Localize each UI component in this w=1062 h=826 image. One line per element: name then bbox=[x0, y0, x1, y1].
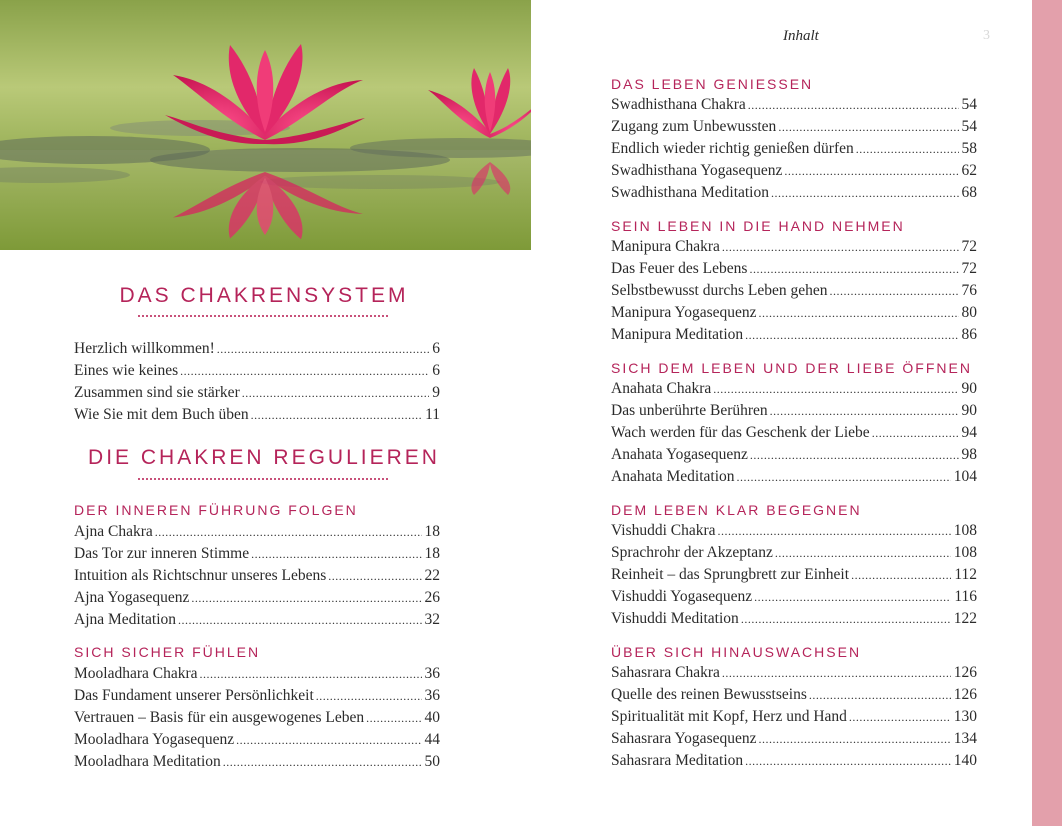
toc-leader bbox=[191, 587, 421, 609]
toc-entry-page: 18 bbox=[424, 545, 440, 562]
toc-entry-title: Vertrauen – Basis für ein ausgewogenes Leben bbox=[74, 709, 365, 726]
toc-leader bbox=[251, 543, 421, 565]
toc-entry-page: 108 bbox=[953, 522, 977, 539]
toc-entry-page: 50 bbox=[424, 753, 440, 770]
toc-entry-page: 122 bbox=[953, 610, 977, 627]
toc-entry-title: Ajna Yogasequenz bbox=[74, 589, 190, 606]
toc-entry-title: Anahata Chakra bbox=[611, 380, 712, 397]
toc-entry-page: 72 bbox=[961, 238, 977, 255]
toc-entry-title: Sahasrara Yogasequenz bbox=[611, 730, 757, 747]
toc-entry-page: 116 bbox=[954, 588, 977, 605]
toc-entry[interactable] bbox=[611, 378, 977, 400]
toc-entry[interactable] bbox=[74, 729, 440, 751]
toc-entry[interactable] bbox=[611, 608, 977, 630]
toc-leader bbox=[748, 94, 959, 116]
toc-entry[interactable] bbox=[74, 587, 440, 609]
toc-entry[interactable] bbox=[74, 360, 440, 382]
toc-entry-title: Eines wie keines bbox=[74, 362, 179, 379]
toc-leader bbox=[849, 706, 951, 728]
toc-entry-page: 36 bbox=[424, 687, 440, 704]
toc-entry-title: Das Tor zur inneren Stimme bbox=[74, 545, 250, 562]
toc-entry-title: Zusammen sind sie stärker bbox=[74, 384, 240, 401]
toc-entry[interactable] bbox=[74, 543, 440, 565]
toc-leader bbox=[759, 302, 959, 324]
subsection-title: DEM LEBEN KLAR BEGEGNEN bbox=[611, 502, 862, 518]
toc-entry-page: 90 bbox=[961, 380, 977, 397]
page-edge-strip bbox=[1032, 0, 1062, 826]
toc-entry-page: 36 bbox=[424, 665, 440, 682]
toc-leader bbox=[236, 729, 421, 751]
toc-entry[interactable] bbox=[611, 422, 977, 444]
toc-entry-page: 44 bbox=[424, 731, 440, 748]
heading-divider bbox=[138, 315, 388, 317]
toc-entry[interactable] bbox=[611, 662, 977, 684]
toc-entry[interactable] bbox=[611, 302, 977, 324]
toc-leader bbox=[784, 160, 958, 182]
toc-entry[interactable] bbox=[611, 728, 977, 750]
toc-leader bbox=[809, 684, 951, 706]
toc-entry-title: Anahata Yogasequenz bbox=[611, 446, 748, 463]
toc-leader bbox=[856, 138, 959, 160]
toc-entry-title: Manipura Yogasequenz bbox=[611, 304, 757, 321]
toc-entry[interactable] bbox=[611, 116, 977, 138]
toc-entry-title: Wie Sie mit dem Buch üben bbox=[74, 406, 249, 423]
toc-entry-title: Herzlich willkommen! bbox=[74, 340, 215, 357]
toc-leader bbox=[251, 404, 422, 426]
toc-entry-page: 130 bbox=[953, 708, 977, 725]
toc-entry[interactable] bbox=[74, 751, 440, 773]
toc-entry[interactable] bbox=[74, 685, 440, 707]
toc-entry-title: Intuition als Richtschnur unseres Lebens bbox=[74, 567, 327, 584]
toc-entry[interactable] bbox=[611, 542, 977, 564]
toc-entry[interactable] bbox=[611, 564, 977, 586]
toc-leader bbox=[722, 236, 959, 258]
toc-entry-page: 54 bbox=[961, 118, 977, 135]
section-heading-chakren-regulieren: DIE CHAKREN REGULIEREN bbox=[88, 446, 440, 469]
toc-leader bbox=[830, 280, 959, 302]
toc-entry-page: 140 bbox=[953, 752, 977, 769]
water-lily-photo bbox=[0, 0, 531, 250]
toc-entry[interactable] bbox=[74, 663, 440, 685]
toc-entry-page: 62 bbox=[961, 162, 977, 179]
toc-leader bbox=[775, 542, 951, 564]
toc-entry-title: Das Fundament unserer Persönlichkeit bbox=[74, 687, 314, 704]
toc-leader bbox=[316, 685, 422, 707]
toc-entry-title: Spiritualität mit Kopf, Herz und Hand bbox=[611, 708, 847, 725]
toc-entry-title: Anahata Meditation bbox=[611, 468, 735, 485]
toc-entry-title: Selbstbewusst durchs Leben gehen bbox=[611, 282, 828, 299]
toc-leader bbox=[217, 338, 430, 360]
toc-entry-title: Reinheit – das Sprungbrett zur Einheit bbox=[611, 566, 850, 583]
toc-entry[interactable] bbox=[611, 182, 977, 204]
page-number: 3 bbox=[983, 28, 990, 43]
toc-entry-title: Swadhisthana Chakra bbox=[611, 96, 746, 113]
toc-entry-title: Manipura Meditation bbox=[611, 326, 744, 343]
toc-leader bbox=[851, 564, 951, 586]
toc-entry-title: Swadhisthana Meditation bbox=[611, 184, 769, 201]
toc-leader bbox=[242, 382, 430, 404]
toc-entry-title: Ajna Meditation bbox=[74, 611, 177, 628]
toc-entry-page: 76 bbox=[961, 282, 977, 299]
subsection-title: SICH DEM LEBEN UND DER LIEBE ÖFFNEN bbox=[611, 360, 972, 376]
toc-leader bbox=[771, 182, 959, 204]
toc-entry-title: Zugang zum Unbewussten bbox=[611, 118, 777, 135]
toc-leader bbox=[200, 663, 422, 685]
toc-leader bbox=[759, 728, 951, 750]
toc-entry[interactable] bbox=[611, 520, 977, 542]
toc-leader bbox=[223, 751, 422, 773]
subsection-title: SEIN LEBEN IN DIE HAND NEHMEN bbox=[611, 218, 905, 234]
toc-entry-title: Sprachrohr der Akzeptanz bbox=[611, 544, 773, 561]
toc-entry-page: 6 bbox=[432, 340, 440, 357]
toc-entry[interactable] bbox=[611, 400, 977, 422]
toc-leader bbox=[754, 586, 951, 608]
toc-entry[interactable] bbox=[611, 324, 977, 346]
toc-entry-page: 80 bbox=[961, 304, 977, 321]
toc-entry[interactable] bbox=[74, 609, 440, 631]
toc-entry-page: 90 bbox=[961, 402, 977, 419]
toc-entry-title: Vishuddi Yogasequenz bbox=[611, 588, 753, 605]
toc-entry[interactable] bbox=[74, 521, 440, 543]
toc-entry-title: Vishuddi Meditation bbox=[611, 610, 739, 627]
toc-leader bbox=[155, 521, 422, 543]
toc-leader bbox=[749, 258, 958, 280]
toc-entry-title: Das unberührte Berühren bbox=[611, 402, 768, 419]
toc-leader bbox=[713, 378, 958, 400]
toc-entry-page: 11 bbox=[425, 406, 440, 423]
toc-leader bbox=[737, 466, 951, 488]
toc-leader bbox=[872, 422, 959, 444]
toc-entry-page: 126 bbox=[953, 686, 977, 703]
section-heading-chakrensystem: DAS CHAKRENSYSTEM bbox=[119, 284, 409, 307]
subsection-title: SICH SICHER FÜHLEN bbox=[74, 644, 261, 660]
toc-leader bbox=[778, 116, 958, 138]
toc-entry-page: 134 bbox=[953, 730, 977, 747]
toc-leader bbox=[178, 609, 421, 631]
toc-entry-page: 108 bbox=[953, 544, 977, 561]
heading-divider bbox=[138, 478, 388, 480]
toc-entry[interactable] bbox=[611, 160, 977, 182]
toc-entry-title: Mooladhara Meditation bbox=[74, 753, 221, 770]
toc-leader bbox=[741, 608, 951, 630]
toc-entry-title: Mooladhara Chakra bbox=[74, 665, 198, 682]
toc-entry[interactable] bbox=[611, 236, 977, 258]
toc-leader bbox=[745, 750, 951, 772]
toc-entry-title: Ajna Chakra bbox=[74, 523, 153, 540]
toc-entry-title: Vishuddi Chakra bbox=[611, 522, 716, 539]
toc-entry[interactable] bbox=[611, 280, 977, 302]
toc-entry-title: Das Feuer des Lebens bbox=[611, 260, 748, 277]
toc-entry[interactable] bbox=[74, 382, 440, 404]
toc-entry-page: 6 bbox=[432, 362, 440, 379]
toc-entry-title: Sahasrara Chakra bbox=[611, 664, 720, 681]
toc-entry[interactable] bbox=[611, 684, 977, 706]
toc-entry-title: Mooladhara Yogasequenz bbox=[74, 731, 235, 748]
toc-entry-page: 58 bbox=[961, 140, 977, 157]
toc-entry-page: 126 bbox=[953, 664, 977, 681]
toc-entry-page: 40 bbox=[424, 709, 440, 726]
toc-entry-page: 9 bbox=[432, 384, 440, 401]
toc-entry-page: 72 bbox=[961, 260, 977, 277]
toc-leader bbox=[718, 520, 951, 542]
toc-entry[interactable] bbox=[74, 404, 440, 426]
toc-entry[interactable] bbox=[611, 466, 977, 488]
toc-entry-page: 94 bbox=[961, 424, 977, 441]
toc-leader bbox=[180, 360, 429, 382]
toc-entry-title: Sahasrara Meditation bbox=[611, 752, 744, 769]
toc-entry[interactable] bbox=[611, 138, 977, 160]
toc-leader bbox=[366, 707, 421, 729]
toc-leader bbox=[770, 400, 959, 422]
toc-entry-page: 26 bbox=[424, 589, 440, 606]
toc-entry-page: 54 bbox=[961, 96, 977, 113]
toc-entry[interactable] bbox=[74, 565, 440, 587]
toc-entry[interactable] bbox=[611, 258, 977, 280]
toc-entry[interactable] bbox=[611, 444, 977, 466]
toc-leader bbox=[722, 662, 951, 684]
toc-entry-page: 112 bbox=[954, 566, 977, 583]
toc-leader bbox=[750, 444, 959, 466]
toc-entry-page: 32 bbox=[424, 611, 440, 628]
toc-entry-title: Manipura Chakra bbox=[611, 238, 720, 255]
toc-entry-page: 98 bbox=[961, 446, 977, 463]
toc-entry[interactable] bbox=[611, 586, 977, 608]
toc-entry-title: Wach werden für das Geschenk der Liebe bbox=[611, 424, 870, 441]
toc-entry-title: Swadhisthana Yogasequenz bbox=[611, 162, 783, 179]
toc-leader bbox=[328, 565, 421, 587]
toc-entry[interactable] bbox=[611, 750, 977, 772]
toc-entry-title: Endlich wieder richtig genießen dürfen bbox=[611, 140, 854, 157]
subsection-title: ÜBER SICH HINAUSWACHSEN bbox=[611, 644, 862, 660]
toc-entry[interactable] bbox=[611, 94, 977, 116]
toc-entry-page: 68 bbox=[961, 184, 977, 201]
toc-entry-page: 86 bbox=[961, 326, 977, 343]
toc-entry-page: 104 bbox=[953, 468, 977, 485]
toc-entry[interactable] bbox=[74, 707, 440, 729]
toc-entry-title: Quelle des reinen Bewusstseins bbox=[611, 686, 807, 703]
toc-entry-page: 22 bbox=[424, 567, 440, 584]
running-head: Inhalt bbox=[783, 28, 819, 44]
toc-entry[interactable] bbox=[611, 706, 977, 728]
toc-leader bbox=[745, 324, 958, 346]
subsection-title: DER INNEREN FÜHRUNG FOLGEN bbox=[74, 502, 358, 518]
subsection-title: DAS LEBEN GENIESSEN bbox=[611, 76, 814, 92]
toc-entry-page: 18 bbox=[424, 523, 440, 540]
toc-entry[interactable] bbox=[74, 338, 440, 360]
